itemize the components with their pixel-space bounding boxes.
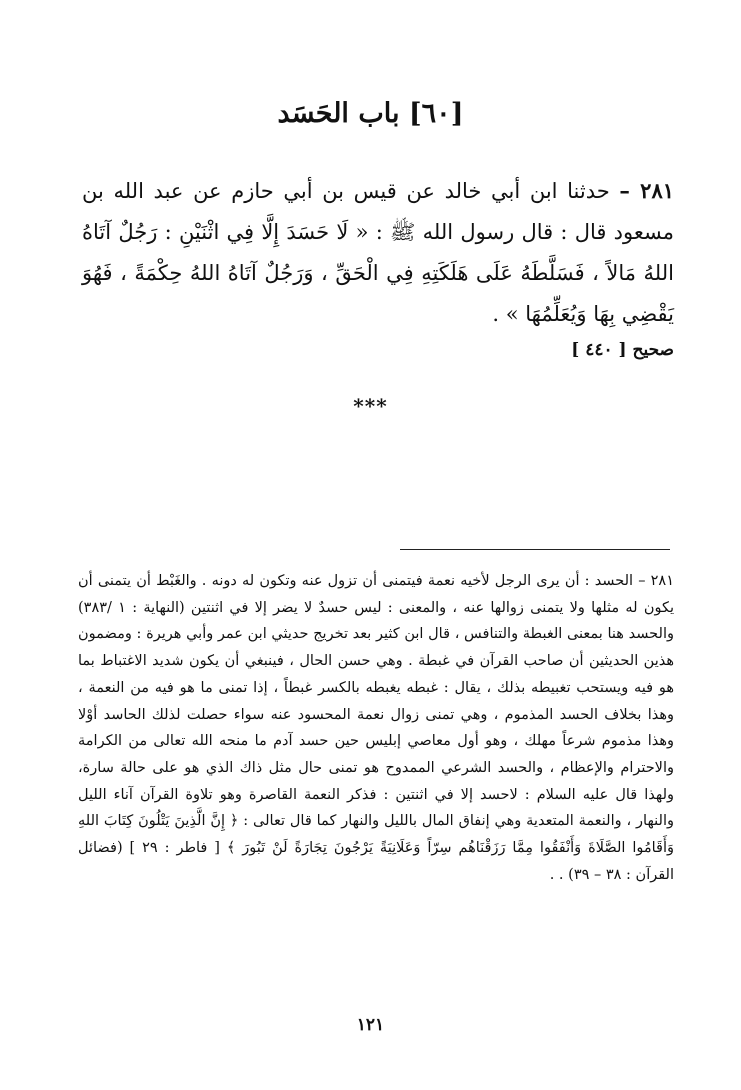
section-separator: ***	[353, 394, 388, 418]
page-number: ١٢١	[356, 1015, 385, 1035]
footnote-divider	[400, 549, 670, 550]
chapter-title: [٦٠] باب الحَسَد	[277, 98, 464, 129]
hadith-text: حدثنا ابن أبي خالد عن قيس بن أبي حازم عن عبد الله بن مسعود قال : قال رسول الله ﷺ : « لَا حَسَدَ إِلَّا فِي اثْنَيْنِ : رَجُلٌ آتَاهُ اللهُ مَالاً ، فَسَلَّطَهُ عَلَى هَلَكَتِهِ فِي الْحَقِّ ، وَرَجُلٌ آتَاهُ اللهُ حِكْمَةً ، فَهُوَ يَقْضِي بِهَا وَيُعَلِّمُهَا » .	[82, 179, 674, 326]
hadith-number: ٢٨١ –	[619, 178, 675, 203]
hadith-grade: صحيح [ ٤٤٠ ]	[571, 340, 674, 360]
hadith-paragraph	[82, 170, 674, 335]
footnote-text: ٢٨١ – الحسد : أن يرى الرجل لأخيه نعمة فيتمنى أن تزول عنه وتكون له دونه . والغَبْط أن يتمنى أن يكون له مثلها ولا يتمنى زوالها عنه ، والمعنى : ليس حسدٌ لا يضر إلا في اثنتين (النهاية : ١ /٣٨٣) والحسد هنا بمعنى الغبطة والتنافس ، قال ابن كثير بعد تخريج حديثي ابن عمر وأبي هريرة : ومضمون هذين الحديثين أن صاحب القرآن في غبطة . وهي حسن الحال ، فينبغي أن يكون شديد الاغتباط بما هو فيه ويستحب تغبيطه بذلك ، يقال : غبطه يغبطه بالكسر غبطاً ، إذا تمنى ما هو فيه من النعمة ، وهذا بخلاف الحسد المذموم ، وهي تمنى زوال نعمة المحسود عنه سواء حصلت لذلك الحاسد أوْلا وهذا مذموم شرعاً مهلك ، وهو أول معاصي إبليس حين حسد آدم ما منحه الله تعالى من الكرامة والاحترام والإعظام ، والحسد الشرعي الممدوح هو تمنى حال مثل ذاك الذي هو على حالة سارة، ولهذا قال عليه السلام : لاحسد إلا في اثنتين : فذكر النعمة القاصرة وهو تلاوة القرآن آناء الليل والنهار ، والنعمة المتعدية وهي إنفاق المال بالليل والنهار كما قال تعالى : ﴿ إِنَّ الَّذِينَ يَتْلُونَ كِتَابَ اللهِ وَأَقَامُوا الصَّلَاةَ وَأَنْفَقُوا مِمَّا رَزَقْنَاهُم سِرّاً وَعَلَانِيَةً يَرْجُونَ تِجَارَةً لَنْ تَبُورَ ﴾ [ فاطر : ٢٩ ] (فضائل القرآن : ٣٨ – ٣٩) . .	[78, 573, 674, 883]
